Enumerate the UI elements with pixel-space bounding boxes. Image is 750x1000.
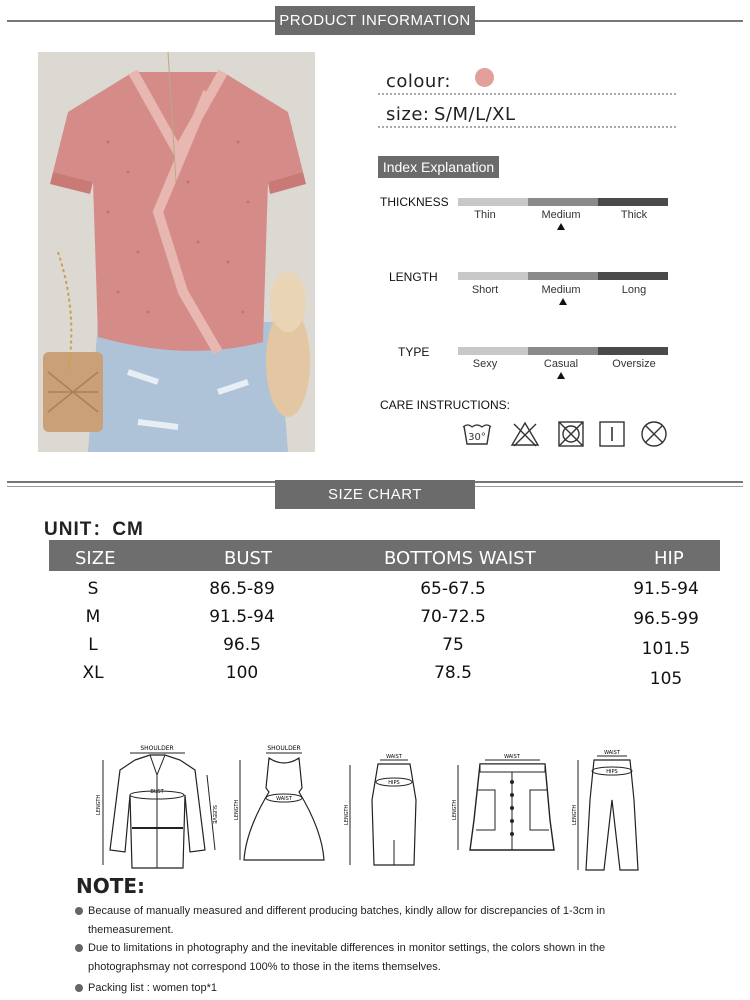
svg-text:SLEEVE: SLEEVE — [211, 805, 217, 824]
svg-text:SHOULDER: SHOULDER — [140, 745, 174, 752]
row-m-bust: 91.5-94 — [209, 607, 275, 627]
row-s-size: S — [87, 579, 99, 599]
hang-dry-icon — [597, 420, 627, 448]
no-dry-clean-icon — [639, 420, 669, 448]
svg-text:HIPS: HIPS — [388, 780, 400, 786]
length-option-short: Short — [471, 284, 499, 296]
note-item-3: Packing list : women top*1 — [88, 982, 218, 994]
no-tumble-dry-icon — [556, 420, 586, 448]
header-bust: BUST — [224, 548, 272, 569]
wash-temp-text: 30° — [468, 432, 486, 443]
row-xl-size: XL — [82, 663, 104, 683]
note-item-1: Because of manually measured and different producing batches, kindly allow for discrepancies of 1-3cm in themeasurement. — [88, 905, 606, 936]
svg-text:LENGTH: LENGTH — [344, 804, 350, 825]
size-value: S/M/L/XL — [434, 104, 516, 125]
type-label: TYPE — [398, 345, 430, 359]
thickness-seg-1 — [458, 198, 528, 206]
note-bullet-2 — [75, 944, 83, 952]
row-l-bust: 96.5 — [223, 635, 261, 655]
thickness-option-thin: Thin — [474, 209, 496, 221]
type-seg-1 — [458, 347, 528, 355]
length-option-long: Long — [621, 284, 647, 296]
thickness-label: THICKNESS — [380, 195, 449, 209]
row-s-waist: 65-67.5 — [420, 579, 486, 599]
colour-label: colour: — [386, 71, 451, 92]
svg-text:LENGTH: LENGTH — [96, 794, 102, 815]
thickness-marker — [557, 223, 565, 230]
type-marker — [557, 372, 565, 379]
header-hip: HIP — [654, 548, 684, 569]
type-seg-3 — [598, 347, 668, 355]
row-m-size: M — [85, 607, 101, 627]
unit-label: UNIT：CM — [44, 519, 144, 540]
button-skirt-diagram — [450, 740, 570, 870]
row-l-size: L — [88, 635, 98, 655]
header-size: SIZE — [75, 548, 116, 569]
svg-text:BUST: BUST — [150, 789, 164, 795]
svg-text:LENGTH: LENGTH — [572, 804, 578, 825]
length-seg-1 — [458, 272, 528, 280]
length-label: LENGTH — [389, 270, 438, 284]
type-option-casual: Casual — [543, 358, 579, 370]
row-xl-waist: 78.5 — [434, 663, 472, 683]
type-seg-2 — [528, 347, 598, 355]
size-label: size: — [386, 104, 430, 125]
svg-text:SHOULDER: SHOULDER — [267, 745, 301, 752]
care-instructions-title: CARE INSTRUCTIONS: — [380, 398, 511, 412]
note-bullet-3 — [75, 984, 83, 992]
thickness-seg-2 — [528, 198, 598, 206]
row-m-waist: 70-72.5 — [420, 607, 486, 627]
type-option-sexy: Sexy — [472, 358, 498, 370]
row-xl-bust: 100 — [225, 663, 259, 683]
svg-text:LENGTH: LENGTH — [452, 799, 458, 820]
svg-text:WAIST: WAIST — [604, 750, 620, 756]
wash-30-icon — [462, 420, 492, 448]
size-chart-header: SIZE CHART — [275, 480, 475, 509]
product-info-header: PRODUCT INFORMATION — [275, 6, 475, 35]
svg-text:LENGTH: LENGTH — [234, 799, 240, 820]
pencil-skirt-diagram — [342, 740, 422, 870]
length-option-medium: Medium — [541, 284, 581, 296]
thickness-option-thick: Thick — [620, 209, 648, 221]
note-bullet-1 — [75, 907, 83, 915]
thickness-option-medium: Medium — [541, 209, 581, 221]
length-seg-3 — [598, 272, 668, 280]
length-marker — [559, 298, 567, 305]
row-m-hip: 96.5-99 — [633, 609, 699, 629]
svg-text:WAIST: WAIST — [386, 754, 402, 760]
length-seg-2 — [528, 272, 598, 280]
row-s-bust: 86.5-89 — [209, 579, 275, 599]
index-explanation-title: Index Explanation — [378, 156, 499, 178]
no-bleach-icon — [510, 420, 540, 448]
pants-diagram — [572, 740, 652, 875]
svg-text:WAIST: WAIST — [504, 754, 520, 760]
product-photo — [38, 52, 315, 452]
row-l-hip: 101.5 — [641, 639, 691, 659]
row-l-waist: 75 — [442, 635, 464, 655]
thickness-seg-3 — [598, 198, 668, 206]
type-option-oversize: Oversize — [612, 358, 656, 370]
row-xl-hip: 105 — [649, 669, 683, 689]
size-rule — [378, 126, 676, 128]
colour-rule — [378, 93, 676, 95]
note-title: NOTE: — [76, 874, 146, 898]
note-item-2: Due to limitations in photography and the inevitable differences in monitor settings, the colors shown in the photographsmay not correspond 100% to those in the items themselves. — [88, 942, 606, 973]
row-s-hip: 91.5-94 — [633, 579, 699, 599]
dress-diagram — [234, 740, 329, 870]
coat-diagram — [95, 740, 220, 870]
header-bottoms-waist: BOTTOMS WAIST — [384, 548, 536, 569]
svg-text:WAIST: WAIST — [276, 796, 292, 802]
svg-text:HIPS: HIPS — [606, 769, 618, 775]
colour-swatch — [475, 68, 494, 87]
